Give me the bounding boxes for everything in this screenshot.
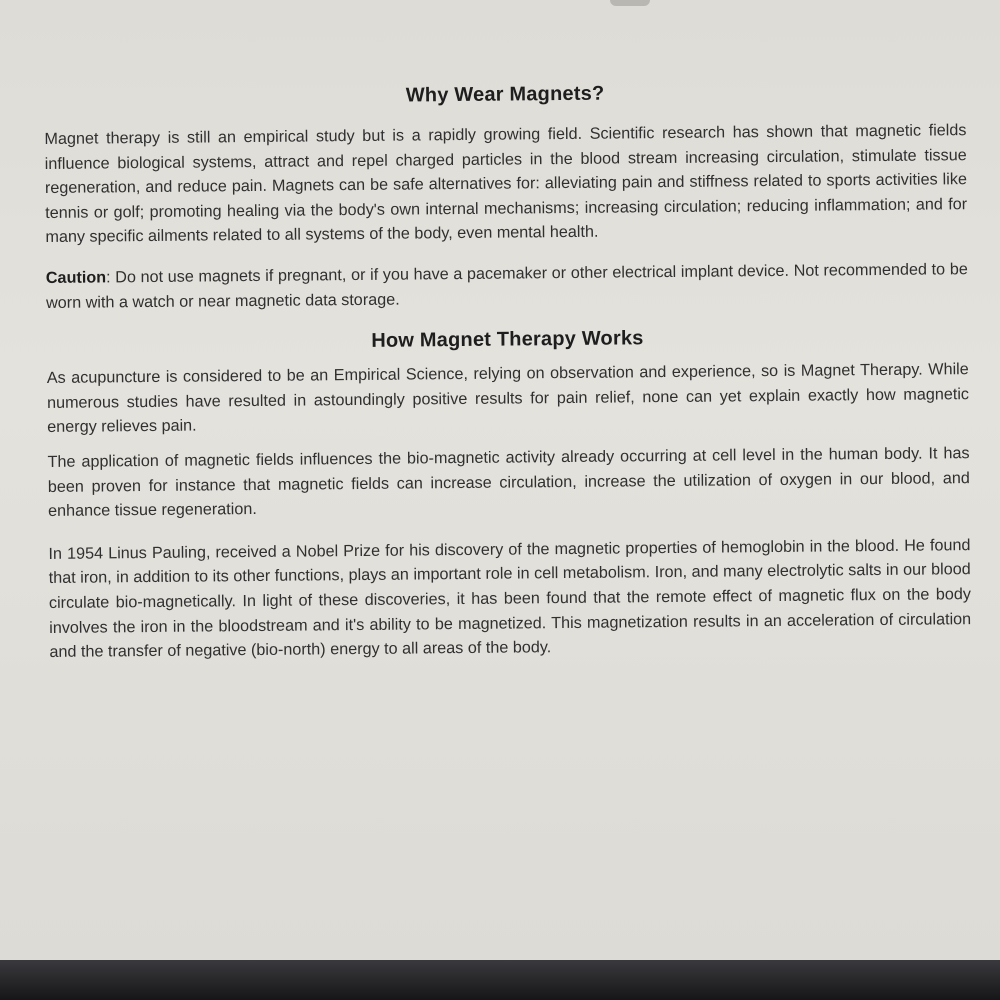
document-content bbox=[44, 79, 971, 665]
paragraph-linus-pauling: In 1954 Linus Pauling, received a Nobel Prize for his discovery of the magnetic properties of hemoglobin in the blood. He found that iron, in addition to its other functions, plays an important role in cell metabolism. Iron, and many electrolytic salts in our blood circulate bio-magnetically. In light of these discoveries, it has been found that the remote effect of magnetic flux on the body involves the iron in the bloodstream and it's ability to be magnetized. This magnetization results in an acceleration of circulation and the transfer of negative (bio-north) energy to all areas of the body. bbox=[48, 535, 972, 662]
dark-background-strip bbox=[0, 960, 1000, 1000]
heading-how-magnet-therapy-works: How Magnet Therapy Works bbox=[371, 327, 644, 353]
paragraph-acupuncture: As acupuncture is considered to be an Empirical Science, relying on observation and experience, so is Magnet Therapy. While numerous studies have resulted in astoundingly positive results for pain relief, none can yet explain exactly how magnetic energy relieves pain. bbox=[46, 360, 970, 437]
caution-label: Caution bbox=[45, 268, 107, 287]
page-edge-shadow bbox=[610, 0, 650, 6]
paragraph-why-wear-magnets: Magnet therapy is still an empirical study but is a rapidly growing field. Scientific research has shown that magnetic fields influence biological systems, attract and repel charged particles in the blood stream increasing circulation, stimulate tissue regeneration, and reduce pain. Magnets can be safe alternatives for: alleviating pain and stiffness related to sports activities like tennis or golf; promoting healing via the body's own internal mechanisms; increasing circulation; reducing inflammation; and for many specific ailments related to all systems of the body, even mental health. bbox=[44, 121, 968, 247]
caution-text: : Do not use magnets if pregnant, or if you have a pacemaker or other electrical implant device. Not recommended to be worn with a watch or near magnetic data storage. bbox=[45, 260, 968, 312]
paragraph-magnetic-fields: The application of magnetic fields influences the bio-magnetic activity already occurring at cell level in the human body. It has been proven for instance that magnetic fields can increase circulation, increase the utilization of oxygen in our blood, and enhance tissue regeneration. bbox=[47, 444, 970, 521]
heading-why-wear-magnets: Why Wear Magnets? bbox=[405, 82, 605, 107]
caution-paragraph bbox=[46, 257, 968, 315]
